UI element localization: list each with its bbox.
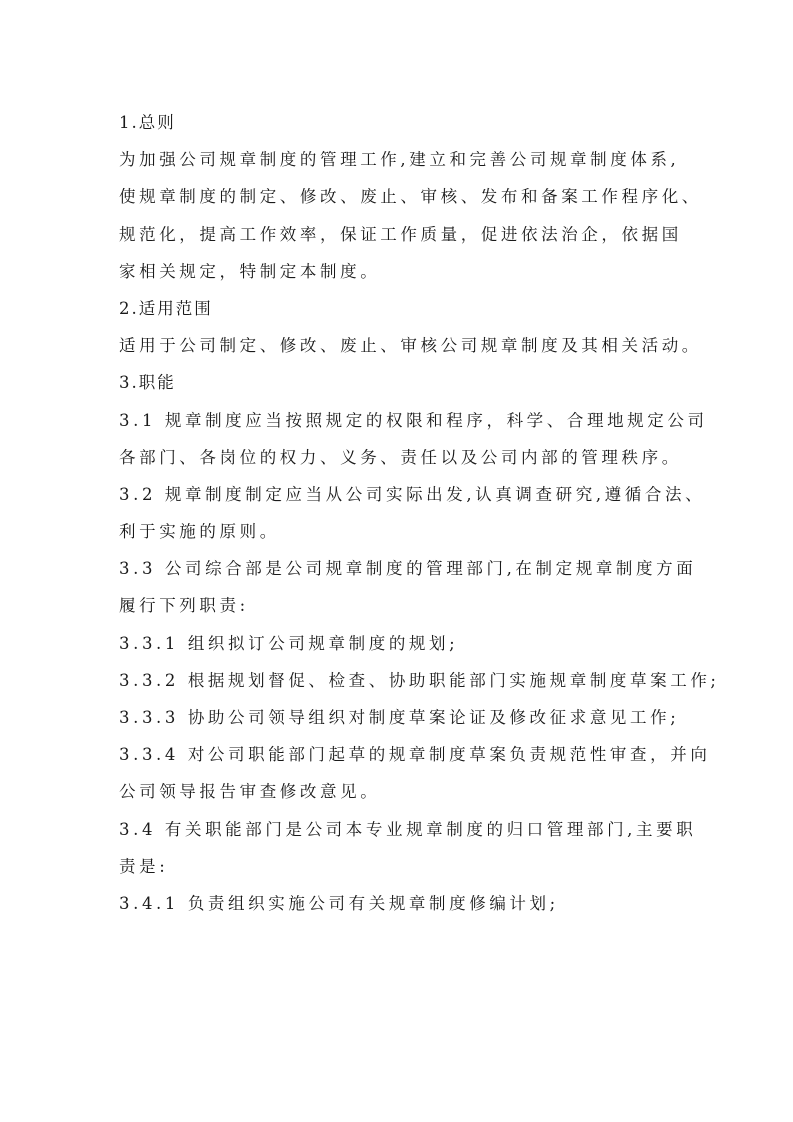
paragraph-line: 家相关规定，特制定本制度。	[119, 261, 381, 281]
section-heading-general: 1.总则	[119, 113, 176, 132]
paragraph-line: 各部门、各岗位的权力、义务、责任以及公司内部的管理秩序。	[119, 447, 682, 467]
paragraph-line: 3.3.1 组织拟订公司规章制度的规划;	[119, 633, 459, 653]
paragraph-line: 3.1 规章制度应当按照规定的权限和程序，科学、合理地规定公司	[119, 410, 708, 430]
paragraph-line: 为加强公司规章制度的管理工作,建立和完善公司规章制度体系,	[119, 150, 680, 170]
paragraph-line: 3.3.2 根据规划督促、检查、协助职能部门实施规章制度草案工作;	[119, 670, 720, 690]
paragraph-line: 适用于公司制定、修改、废止、审核公司规章制度及其相关活动。	[119, 336, 702, 356]
paragraph-line: 3.4.1 负责组织实施公司有关规章制度修编计划;	[119, 893, 559, 913]
paragraph-line: 责是:	[119, 856, 169, 876]
section-heading-scope: 2.适用范围	[119, 298, 213, 318]
paragraph-line: 利于实施的原则。	[119, 522, 280, 542]
paragraph-line: 使规章制度的制定、修改、废止、审核、发布和备案工作程序化、	[119, 187, 702, 207]
paragraph-line: 履行下列职责:	[119, 596, 249, 616]
document-page	[119, 104, 720, 922]
paragraph-line: 3.3.4 对公司职能部门起草的规章制度草案负责规范性审查，并向	[119, 745, 711, 765]
paragraph-line: 3.4 有关职能部门是公司本专业规章制度的归口管理部门,主要职	[119, 819, 697, 839]
section-heading-functions: 3.职能	[119, 373, 176, 393]
paragraph-line: 3.3.3 协助公司领导组织对制度草案论证及修改征求意见工作;	[119, 708, 680, 727]
paragraph-line: 规范化，提高工作效率，保证工作质量，促进依法治企，依据国	[119, 224, 682, 244]
paragraph-line: 3.3 公司综合部是公司规章制度的管理部门,在制定规章制度方面	[119, 559, 697, 579]
paragraph-line: 3.2 规章制度制定应当从公司实际出发,认真调查研究,遵循合法、	[119, 484, 706, 504]
paragraph-line: 公司领导报告审查修改意见。	[119, 782, 381, 802]
